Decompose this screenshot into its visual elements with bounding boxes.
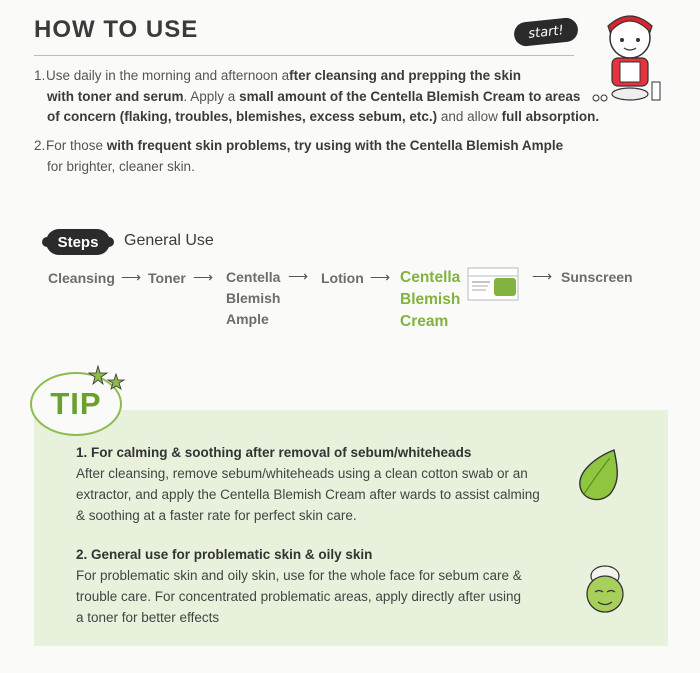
instr-text: and allow <box>437 109 502 124</box>
page-title: HOW TO USE <box>34 16 199 43</box>
step-ample-line: Blemish <box>226 290 281 306</box>
face-mask-icon <box>580 562 630 614</box>
instruction-number: 1. <box>34 68 46 83</box>
tip-line: trouble care. For concentrated problematic areas, apply directly after using <box>76 589 521 604</box>
star-icon <box>88 364 128 396</box>
instr-bold: of concern (flaking, troubles, blemishes, excess sebum, etc.) <box>47 109 438 124</box>
instr-text: For those <box>46 138 107 153</box>
step-lotion: Lotion <box>321 270 364 286</box>
step-arrow: ⟶ <box>532 268 553 284</box>
start-badge: start! <box>513 17 579 48</box>
instr-text: for brighter, cleaner skin. <box>47 158 195 174</box>
tip-line: After cleansing, remove sebum/whiteheads using a clean cotton swab or an <box>76 466 528 481</box>
step-ample-line: Centella <box>226 269 281 285</box>
steps-badge: Steps <box>46 229 110 255</box>
instruction-1 <box>34 66 599 128</box>
instruction-number: 2. <box>34 138 46 153</box>
tip-line: For problematic skin and oily skin, use for the whole face for sebum care & <box>76 568 522 583</box>
instr-text: Use daily in the morning and afternoon a <box>46 68 290 83</box>
tip-line: & soothing at a faster rate for perfect skin care. <box>76 508 357 523</box>
tip-item-1 <box>76 442 556 526</box>
instr-bold: fter cleansing and prepping the skin <box>289 68 521 83</box>
step-sunscreen: Sunscreen <box>561 269 633 285</box>
step-cream-line: Cream <box>400 313 449 330</box>
step-arrow: ⟶ <box>193 269 214 285</box>
step-cream-line: Centella <box>400 269 461 286</box>
step-cream-line: Blemish <box>400 291 461 308</box>
tip-item-2 <box>76 544 556 628</box>
tip-line: extractor, and apply the Centella Blemish Cream after wards to assist calming <box>76 487 540 502</box>
instr-bold: with frequent skin problems, try using with the Centella Blemish Ample <box>106 138 564 153</box>
instruction-2 <box>34 136 563 177</box>
step-ample-line: Ample <box>226 311 269 327</box>
instr-bold: with toner and serum <box>47 88 184 104</box>
instr-bold: small amount of the Centella Blemish Cream to areas <box>239 88 581 104</box>
step-arrow: ⟶ <box>288 268 309 284</box>
tip-heading: 1. For calming & soothing after removal of sebum/whiteheads <box>76 445 472 460</box>
step-arrow: ⟶ <box>121 269 142 285</box>
step-arrow: ⟶ <box>370 269 391 285</box>
step-cleansing: Cleansing <box>48 270 115 286</box>
tip-heading: 2. General use for problematic skin & oily skin <box>76 547 373 562</box>
cream-jar-icon <box>466 266 520 302</box>
title-divider <box>34 55 574 56</box>
tip-label: TIP <box>50 386 102 421</box>
steps-subtitle: General Use <box>124 232 214 249</box>
instr-text: . Apply a <box>183 88 240 104</box>
leaf-icon <box>574 448 624 504</box>
tip-line: a toner for better effects <box>76 610 220 625</box>
instr-bold: full absorption. <box>501 109 600 124</box>
step-cream <box>400 267 460 333</box>
step-ample <box>226 267 280 330</box>
step-toner: Toner <box>148 270 186 286</box>
